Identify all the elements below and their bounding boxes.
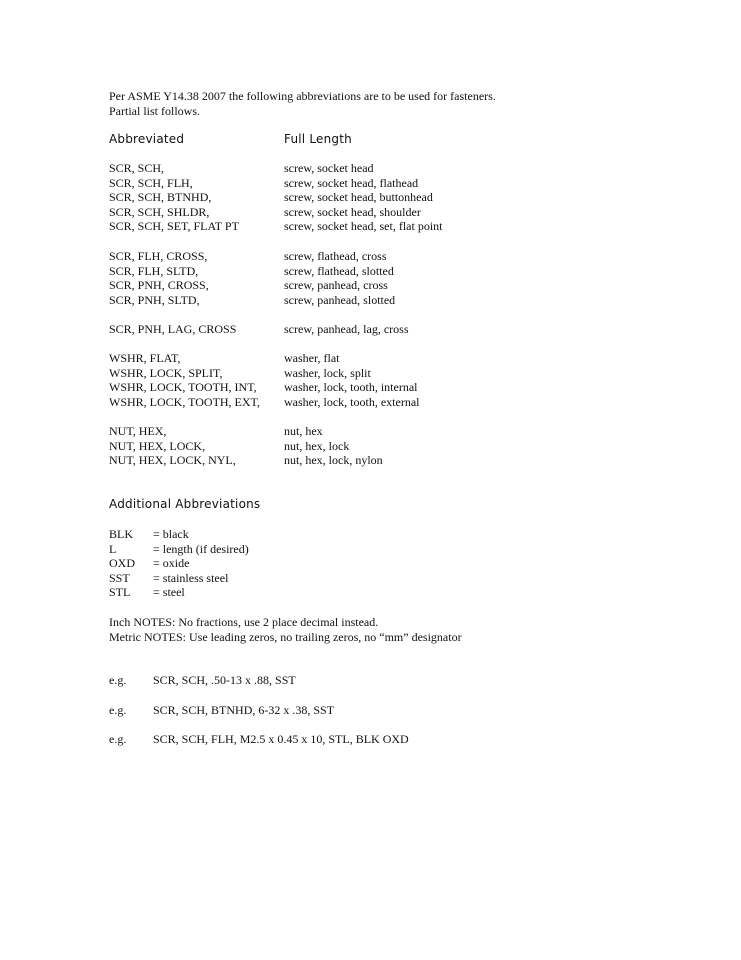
table-row — [0, 380, 741, 395]
example-line — [0, 673, 741, 688]
abbreviation-cell: SCR, PNH, SLTD, — [109, 292, 200, 307]
table-row — [0, 424, 741, 439]
abbreviation-meaning: = black — [153, 527, 189, 541]
abbreviation-cell: WSHR, FLAT, — [109, 351, 181, 365]
full-length-cell: washer, lock, split — [284, 365, 371, 380]
abbreviation-cell: SCR, FLH, CROSS, — [109, 249, 208, 263]
abbreviation-key: SST — [109, 570, 130, 585]
table-row — [0, 205, 741, 220]
table-row — [0, 439, 741, 454]
table-row — [0, 264, 741, 279]
list-item — [0, 571, 741, 586]
metric-notes: Metric NOTES: Use leading zeros, no trailing zeros, no “mm” designator — [109, 629, 462, 644]
abbreviation-cell: SCR, SCH, SHLDR, — [109, 204, 210, 219]
table-row — [0, 351, 741, 366]
example-line — [0, 732, 741, 747]
intro-line-1: Per ASME Y14.38 2007 the following abbreviations are to be used for fasteners. — [109, 89, 496, 103]
table-row — [0, 395, 741, 410]
example-row-3 — [0, 732, 741, 747]
full-length-cell: screw, socket head, set, flat point — [284, 219, 443, 234]
abbreviation-cell: SCR, SCH, SET, FLAT PT — [109, 219, 239, 234]
full-length-cell: screw, flathead, cross — [284, 249, 387, 263]
example-label: e.g. — [109, 673, 127, 687]
header-full-length: Full Length — [284, 132, 352, 146]
example-text: SCR, SCH, .50-13 x .88, SST — [153, 673, 296, 687]
abbreviation-meaning: = steel — [153, 585, 185, 600]
abbreviation-cell: WSHR, LOCK, SPLIT, — [109, 365, 223, 380]
abbreviation-group-nuts — [0, 424, 741, 468]
example-label: e.g. — [109, 732, 127, 746]
full-length-cell: screw, socket head, buttonhead — [284, 190, 433, 205]
list-item — [0, 542, 741, 557]
full-length-cell: screw, socket head — [284, 161, 374, 175]
list-item — [0, 585, 741, 600]
full-length-cell: nut, hex — [284, 424, 323, 438]
full-length-cell: screw, panhead, cross — [284, 278, 388, 293]
full-length-cell: screw, panhead, slotted — [284, 292, 396, 307]
example-row-1 — [0, 673, 741, 688]
abbreviation-meaning: = stainless steel — [153, 570, 229, 585]
abbreviation-cell: SCR, SCH, — [109, 161, 165, 175]
full-length-cell: screw, panhead, lag, cross — [284, 322, 409, 336]
abbreviation-cell: WSHR, LOCK, TOOTH, INT, — [109, 380, 257, 395]
abbreviation-group-socket-head — [0, 161, 741, 234]
example-text: SCR, SCH, FLH, M2.5 x 0.45 x 10, STL, BLK OXD — [153, 732, 409, 746]
abbreviation-key: OXD — [109, 556, 135, 571]
abbreviation-key: L — [109, 541, 117, 556]
notes-block — [109, 615, 462, 644]
abbreviation-key: STL — [109, 585, 131, 600]
abbreviation-group-lag — [0, 322, 741, 337]
full-length-cell: screw, flathead, slotted — [284, 263, 394, 278]
abbreviation-key: BLK — [109, 527, 133, 541]
full-length-cell: washer, flat — [284, 351, 340, 365]
table-row — [0, 366, 741, 381]
full-length-cell: screw, socket head, flathead — [284, 175, 419, 190]
full-length-cell: washer, lock, tooth, internal — [284, 380, 418, 395]
table-row — [0, 176, 741, 191]
abbreviation-group-washers — [0, 351, 741, 409]
intro-text — [109, 89, 496, 118]
example-line — [0, 703, 741, 718]
abbreviation-cell: NUT, HEX, LOCK, — [109, 438, 206, 453]
table-row — [0, 293, 741, 308]
header-abbreviated: Abbreviated — [109, 132, 185, 146]
table-row — [0, 249, 741, 264]
example-text: SCR, SCH, BTNHD, 6-32 x .38, SST — [153, 703, 335, 717]
example-row-2 — [0, 703, 741, 718]
abbreviation-cell: SCR, SCH, FLH, — [109, 175, 193, 190]
table-row — [0, 219, 741, 234]
additional-abbreviations-heading: Additional Abbreviations — [109, 497, 261, 511]
abbreviation-cell: NUT, HEX, LOCK, NYL, — [109, 453, 236, 468]
additional-abbreviations-list — [0, 527, 741, 600]
full-length-cell: nut, hex, lock — [284, 438, 350, 453]
abbreviation-cell: WSHR, LOCK, TOOTH, EXT, — [109, 394, 260, 409]
table-row — [0, 322, 741, 337]
intro-line-2: Partial list follows. — [109, 103, 200, 118]
table-row — [0, 161, 741, 176]
example-label: e.g. — [109, 703, 127, 717]
abbreviation-meaning: = length (if desired) — [153, 541, 249, 556]
full-length-cell: nut, hex, lock, nylon — [284, 453, 383, 468]
full-length-cell: washer, lock, tooth, external — [284, 394, 420, 409]
table-row — [0, 453, 741, 468]
inch-notes: Inch NOTES: No fractions, use 2 place decimal instead. — [109, 615, 379, 629]
abbreviation-cell: SCR, PNH, CROSS, — [109, 278, 209, 293]
abbreviation-cell: SCR, FLH, SLTD, — [109, 263, 199, 278]
table-row — [0, 278, 741, 293]
list-item — [0, 556, 741, 571]
abbreviation-group-flathead-panhead — [0, 249, 741, 307]
abbreviation-meaning: = oxide — [153, 556, 190, 571]
table-row — [0, 190, 741, 205]
full-length-cell: screw, socket head, shoulder — [284, 204, 421, 219]
list-item — [0, 527, 741, 542]
abbreviation-cell: NUT, HEX, — [109, 424, 167, 438]
abbreviation-cell: SCR, SCH, BTNHD, — [109, 190, 212, 205]
abbreviation-cell: SCR, PNH, LAG, CROSS — [109, 322, 237, 336]
